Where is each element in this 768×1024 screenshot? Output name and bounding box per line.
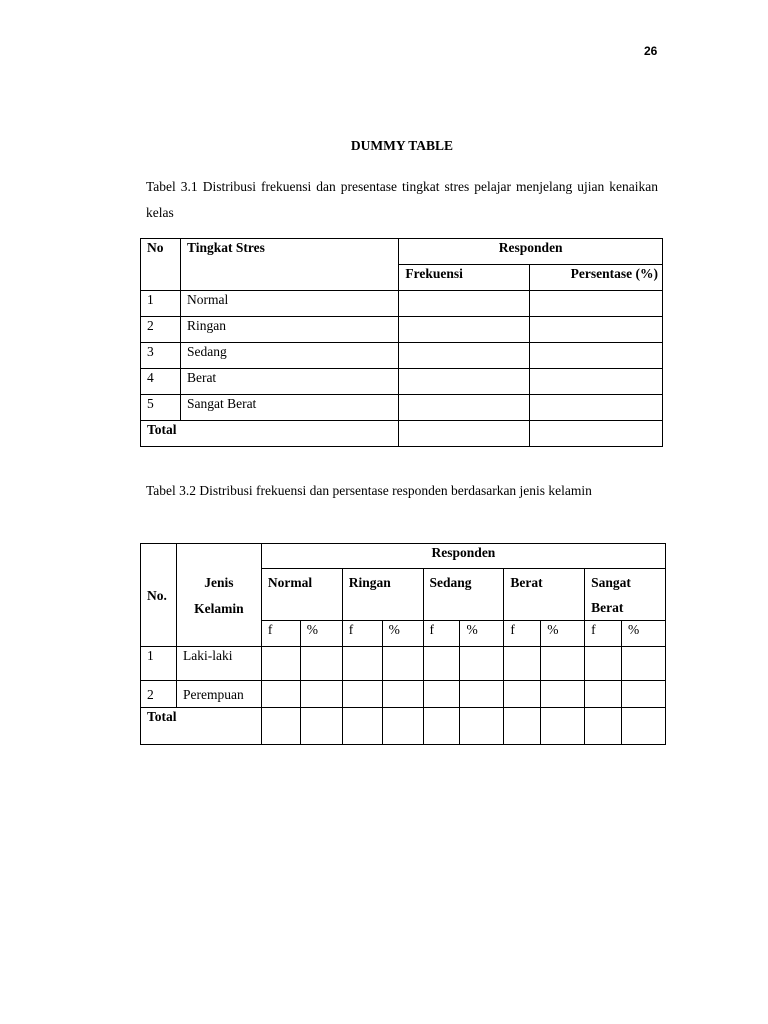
- cell-value: [423, 647, 460, 681]
- row-no: 1: [141, 291, 181, 317]
- cell-value: [342, 708, 382, 745]
- cell-persentase: [530, 395, 663, 421]
- row-label: Ringan: [180, 317, 398, 343]
- row-no: 2: [141, 317, 181, 343]
- cell-value: [622, 708, 666, 745]
- cell-value: [460, 681, 504, 708]
- row-no: 4: [141, 369, 181, 395]
- header-berat: Berat: [504, 569, 585, 621]
- header-sangat-berat: Sangat Berat: [585, 569, 666, 621]
- cell-value: [622, 647, 666, 681]
- cell-value: [585, 647, 622, 681]
- row-no: 1: [141, 647, 177, 681]
- header-no: No.: [141, 544, 177, 647]
- header-sedang: Sedang: [423, 569, 504, 621]
- cell-persentase: [530, 317, 663, 343]
- table-row: [141, 317, 663, 343]
- cell-frekuensi: [399, 369, 530, 395]
- cell-value: [585, 708, 622, 745]
- header-normal: Normal: [261, 569, 342, 621]
- table-header-row: [141, 544, 666, 569]
- cell-value: [423, 708, 460, 745]
- table-row: [141, 291, 663, 317]
- cell-value: [300, 681, 342, 708]
- cell-value: [342, 681, 382, 708]
- cell-value: [382, 681, 423, 708]
- row-no: 5: [141, 395, 181, 421]
- cell-value: [541, 681, 585, 708]
- header-f: f: [342, 621, 382, 647]
- cell-value: [300, 647, 342, 681]
- header-pct: %: [382, 621, 423, 647]
- cell-value: [504, 681, 541, 708]
- header-tingkat-stres: Tingkat Stres: [180, 239, 398, 291]
- cell-persentase: [530, 343, 663, 369]
- header-pct: %: [541, 621, 585, 647]
- row-label: Normal: [180, 291, 398, 317]
- total-label: Total: [141, 421, 399, 447]
- header-f: f: [585, 621, 622, 647]
- cell-value: [504, 647, 541, 681]
- row-no: 3: [141, 343, 181, 369]
- cell-value: [382, 647, 423, 681]
- cell-frekuensi: [399, 421, 530, 447]
- table2-caption: Tabel 3.2 Distribusi frekuensi dan persentase responden berdasarkan jenis kelamin: [146, 483, 592, 498]
- cell-value: [585, 681, 622, 708]
- header-ringan: Ringan: [342, 569, 423, 621]
- cell-value: [261, 647, 300, 681]
- cell-frekuensi: [399, 395, 530, 421]
- total-label: Total: [141, 708, 262, 745]
- cell-value: [342, 647, 382, 681]
- cell-persentase: [530, 291, 663, 317]
- table-row: [141, 395, 663, 421]
- document-title: DUMMY TABLE: [350, 138, 454, 153]
- table-total-row: [141, 421, 663, 447]
- header-f: f: [504, 621, 541, 647]
- table-row: [141, 343, 663, 369]
- header-pct: %: [300, 621, 342, 647]
- header-pct: %: [622, 621, 666, 647]
- page-number: 26: [644, 44, 658, 58]
- row-label: Berat: [180, 369, 398, 395]
- cell-value: [541, 708, 585, 745]
- table-row: [141, 681, 666, 708]
- row-no: 2: [141, 681, 177, 708]
- cell-value: [541, 647, 585, 681]
- header-f: f: [261, 621, 300, 647]
- cell-frekuensi: [399, 343, 530, 369]
- header-frekuensi: Frekuensi: [399, 265, 530, 291]
- header-responden: Responden: [261, 544, 665, 569]
- table1-caption: Tabel 3.1 Distribusi frekuensi dan presentase tingkat stres pelajar menjelang ujian kenaikan kelas: [146, 179, 658, 220]
- row-label: Sedang: [180, 343, 398, 369]
- header-f: f: [423, 621, 460, 647]
- header-pct: %: [460, 621, 504, 647]
- cell-frekuensi: [399, 317, 530, 343]
- cell-value: [261, 681, 300, 708]
- header-no: No: [141, 239, 181, 291]
- cell-value: [622, 681, 666, 708]
- table-row: [141, 369, 663, 395]
- cell-persentase: [530, 369, 663, 395]
- cell-value: [460, 647, 504, 681]
- cell-value: [261, 708, 300, 745]
- row-label: Laki-laki: [176, 647, 261, 681]
- table-header-row: [141, 239, 663, 265]
- cell-frekuensi: [399, 291, 530, 317]
- cell-value: [300, 708, 342, 745]
- cell-value: [382, 708, 423, 745]
- row-label: Sangat Berat: [180, 395, 398, 421]
- cell-value: [423, 681, 460, 708]
- row-label: Perempuan: [176, 681, 261, 708]
- stress-level-table: [140, 238, 663, 447]
- cell-value: [504, 708, 541, 745]
- cell-value: [460, 708, 504, 745]
- header-persentase: Persentase (%): [530, 265, 663, 291]
- table-row: [141, 647, 666, 681]
- gender-distribution-table: [140, 543, 666, 745]
- header-jenis-kelamin: Jenis Kelamin: [176, 544, 261, 647]
- header-responden: Responden: [399, 239, 663, 265]
- table-total-row: [141, 708, 666, 745]
- cell-persentase: [530, 421, 663, 447]
